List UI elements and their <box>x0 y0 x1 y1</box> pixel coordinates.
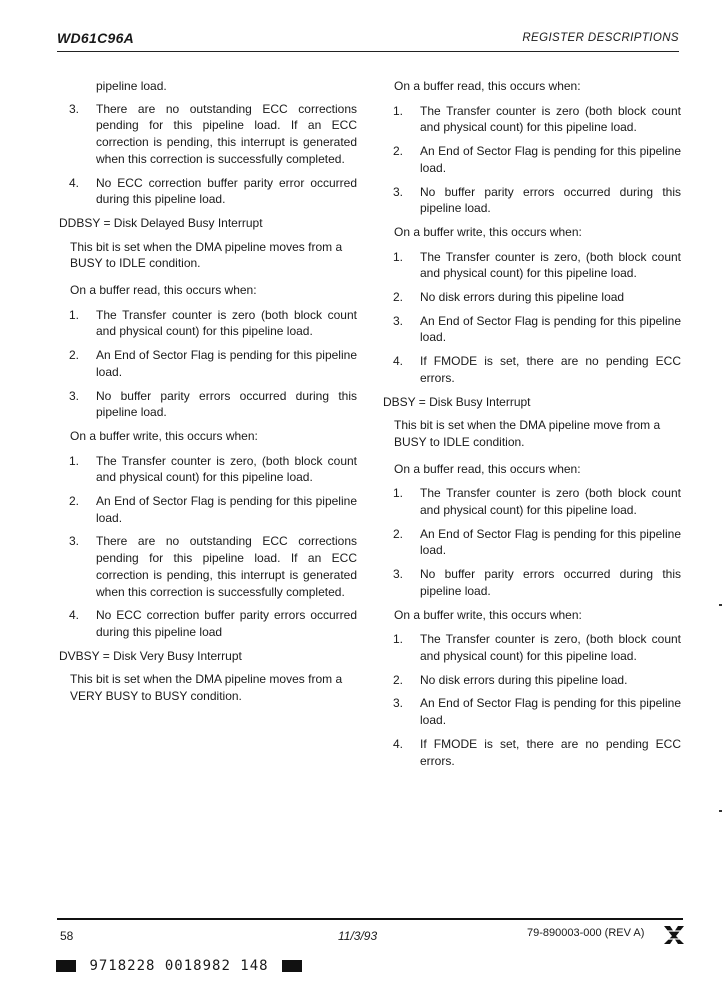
page-header <box>57 30 679 50</box>
item-number: 4. <box>69 175 80 190</box>
list-item <box>59 533 357 600</box>
item-text: The Transfer counter is zero (both block count and physical count) for this pipeline load. <box>96 307 357 339</box>
item-text: An End of Sector Flag is pending for this pipeline load. <box>420 696 681 728</box>
buffer-read-intro: On a buffer read, this occurs when: <box>70 283 257 298</box>
list-item <box>383 143 681 176</box>
item-number: 3. <box>69 388 80 403</box>
left-column <box>59 78 357 715</box>
item-text: The Transfer counter is zero, (both block count and physical count) for this pipeline load. <box>420 249 681 281</box>
item-number: 1. <box>393 103 404 118</box>
item-text: An End of Sector Flag is pending for this pipeline load. <box>96 348 357 379</box>
item-text: The Transfer counter is zero, (both block count and physical count) for this pipeline load. <box>96 453 357 485</box>
item-number: 1. <box>393 632 404 647</box>
list-item <box>383 526 681 559</box>
item-text: No disk errors during this pipeline load <box>420 290 625 305</box>
item-number: 2. <box>69 494 80 509</box>
item-number: 3. <box>393 184 404 199</box>
edge-mark <box>719 810 722 812</box>
item-number: 4. <box>69 608 80 623</box>
list-item <box>383 184 681 217</box>
document-id: WD61C96A <box>57 30 135 46</box>
barcode-text: 9718228 0018982 148 <box>89 958 269 974</box>
item-text: An End of Sector Flag is pending for this pipeline load. <box>420 313 681 345</box>
list-item <box>383 736 681 769</box>
dvbsy-term: DVBSY = Disk Very Busy Interrupt <box>59 648 242 663</box>
list-item <box>59 493 357 526</box>
item-number: 3. <box>393 313 404 328</box>
list-item <box>59 607 357 640</box>
item-text: An End of Sector Flag is pending for this pipeline load. <box>420 144 681 175</box>
item-text: The Transfer counter is zero (both block count and physical count) for this pipeline load. <box>420 486 681 518</box>
footer-date: 11/3/93 <box>338 929 378 943</box>
list-item <box>383 566 681 599</box>
item-number: 2. <box>393 672 404 687</box>
barcode-block <box>56 960 76 972</box>
list-item <box>59 307 357 340</box>
list-item <box>59 388 357 421</box>
item-number: 2. <box>393 144 404 159</box>
continued-text: pipeline load. <box>96 79 167 93</box>
barcode <box>52 958 306 978</box>
buffer-read-intro: On a buffer read, this occurs when: <box>394 461 581 476</box>
item-number: 3. <box>393 696 404 711</box>
list-item <box>59 101 357 168</box>
item-number: 3. <box>69 101 80 116</box>
item-text: An End of Sector Flag is pending for this pipeline load. <box>96 494 357 525</box>
list-item <box>59 453 357 486</box>
dbsy-description: This bit is set when the DMA pipeline move from a BUSY to IDLE condition. <box>394 418 661 449</box>
item-text: No disk errors during this pipeline load. <box>420 672 628 687</box>
item-text: The Transfer counter is zero, (both block count and physical count) for this pipeline load. <box>420 632 681 663</box>
list-item <box>59 175 357 208</box>
barcode-block <box>282 960 302 972</box>
item-number: 2. <box>393 526 404 541</box>
item-number: 1. <box>69 453 80 468</box>
buffer-write-intro: On a buffer write, this occurs when: <box>70 428 258 443</box>
list-item <box>383 672 681 689</box>
list-item <box>383 249 681 282</box>
section-title: REGISTER DESCRIPTIONS <box>522 32 679 44</box>
dbsy-term: DBSY = Disk Busy Interrupt <box>383 394 531 409</box>
item-number: 3. <box>69 534 80 549</box>
right-column <box>383 78 681 776</box>
item-text: There are no outstanding ECC corrections pending for this pipeline load. If an ECC correction is pending, this interrupt is generated when this correction is successfully completed. <box>96 534 357 599</box>
item-text: There are no outstanding ECC corrections pending for this pipeline load. If an ECC correction is pending, this interrupt is generated when this correction is successfully completed. <box>96 101 357 166</box>
ddbsy-description: This bit is set when the DMA pipeline moves from a BUSY to IDLE condition. <box>70 239 343 271</box>
item-number: 1. <box>393 249 404 264</box>
item-number: 2. <box>69 348 80 363</box>
buffer-write-intro: On a buffer write, this occurs when: <box>394 607 582 622</box>
page-number: 58 <box>60 929 74 943</box>
item-text: If FMODE is set, there are no pending ECC errors. <box>420 354 681 385</box>
header-rule <box>57 51 679 52</box>
item-number: 4. <box>393 736 404 751</box>
document-number: 79-890003-000 (REV A) <box>527 927 645 939</box>
item-text: An End of Sector Flag is pending for this pipeline load. <box>420 526 681 558</box>
list-item <box>383 485 681 518</box>
item-text: No buffer parity errors occurred during this pipeline load. <box>420 567 681 598</box>
item-number: 4. <box>393 354 404 369</box>
list-item <box>383 313 681 346</box>
item-number: 1. <box>393 486 404 501</box>
list-item <box>383 353 681 386</box>
item-number: 2. <box>393 290 404 305</box>
list-item <box>383 289 681 306</box>
list-item <box>383 695 681 728</box>
item-text: No buffer parity errors occurred during this pipeline load. <box>96 388 357 420</box>
footer-rule <box>57 918 683 920</box>
item-text: No ECC correction buffer parity error occurred during this pipeline load. <box>96 175 357 207</box>
item-text: The Transfer counter is zero (both block count and physical count) for this pipeline load. <box>420 103 681 135</box>
edge-mark <box>719 604 722 606</box>
item-text: If FMODE is set, there are no pending ECC errors. <box>420 736 681 768</box>
item-number: 3. <box>393 567 404 582</box>
buffer-write-intro: On a buffer write, this occurs when: <box>394 224 582 239</box>
item-text: No ECC correction buffer parity errors occurred during this pipeline load <box>96 608 357 639</box>
item-text: No buffer parity errors occurred during this pipeline load. <box>420 184 681 216</box>
list-item <box>383 631 681 664</box>
list-item <box>383 103 681 136</box>
dvbsy-description: This bit is set when the DMA pipeline moves from a VERY BUSY to BUSY condition. <box>70 672 343 704</box>
item-number: 1. <box>69 307 80 322</box>
buffer-read-intro: On a buffer read, this occurs when: <box>394 79 581 93</box>
company-logo-icon <box>664 924 684 946</box>
list-item <box>59 347 357 380</box>
ddbsy-term: DDBSY = Disk Delayed Busy Interrupt <box>59 215 263 230</box>
